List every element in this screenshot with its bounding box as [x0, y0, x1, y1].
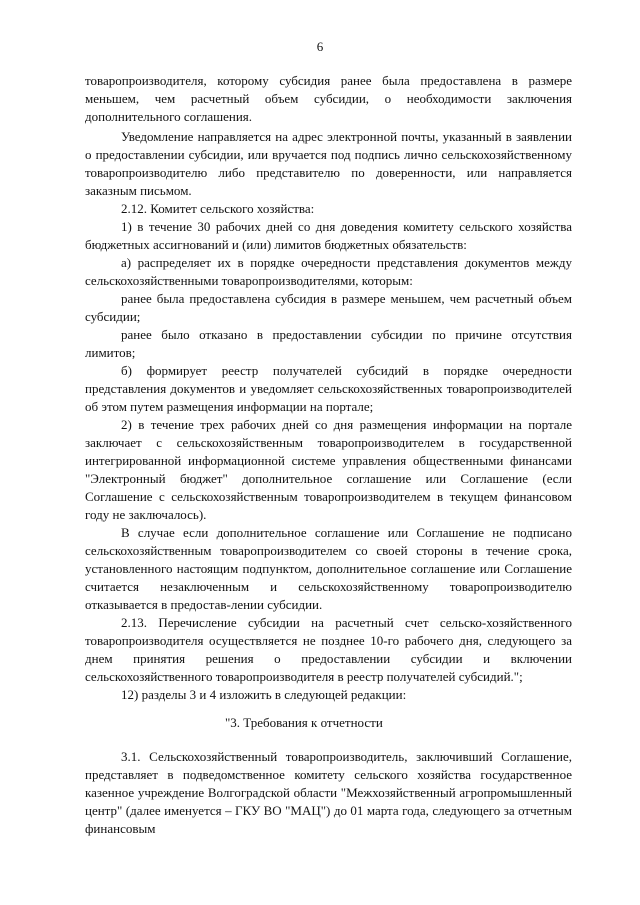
- section-heading: "3. Требования к отчетности: [225, 715, 383, 730]
- document-body: [85, 72, 572, 838]
- paragraph-clause-2-12: 2.12. Комитет сельского хозяйства:: [121, 201, 315, 216]
- paragraph-clause-3-1: 3.1. Сельскохозяйственный товаропроизводитель, заключивший Соглашение, представляет в подведомственное комитету сельского хозяйства государственное казенное учреждение Волгоградской области "Межхозяйственный агропромышленный центр" (далее именуется – ГКУ ВО "МАЦ") до 01 марта года, следующего за отчетным финансовым: [85, 749, 572, 836]
- paragraph-item-12: 12) разделы 3 и 4 изложить в следующей редакции:: [121, 687, 407, 702]
- paragraph-item-1: 1) в течение 30 рабочих дней со дня доведения комитету сельского хозяйства бюджетных ассигнований и (или) лимитов бюджетных обязательств:: [85, 219, 572, 252]
- paragraph-unsigned-agreement: В случае если дополнительное соглашение или Соглашение не подписано сельскохозяйственным товаропроизводителем со своей стороны в течение срока, установленного настоящим подпунктом, дополнительное соглашение или Соглашение считается незаключенным и сельскохозяйственному товаропроизводителю отказывается в предостав-лении субсидии.: [85, 525, 572, 612]
- paragraph-item-a: а) распределяет их в порядке очередности представления документов между сельскохозяйственными товаропроизводителями, которым:: [85, 255, 572, 288]
- paragraph-notification: Уведомление направляется на адрес электронной почты, указанный в заявлении о предоставлении субсидии, или вручается под подпись лично сельскохозяйственному товаропроизводителю либо представителю по доверенности, или направляется заказным письмом.: [85, 129, 572, 198]
- paragraph-item-2: 2) в течение трех рабочих дней со дня размещения информации на портале заключает с сельскохозяйственным товаропроизводителем в государственной интегрированной информационной системе управления общественными финансами "Электронный бюджет" дополнительное соглашение или Соглашение (если Соглашение с сельскохозяйственным товаропроизводителем в текущем финансовом году не заключалось).: [85, 417, 572, 522]
- paragraph-continuation: товаропроизводителя, которому субсидия ранее была предоставлена в размере меньшем, чем расчетный объем субсидии, о необходимости заключения дополнительного соглашения.: [85, 73, 572, 124]
- paragraph-previously-granted: ранее была предоставлена субсидия в размере меньшем, чем расчетный объем субсидии;: [85, 291, 572, 324]
- paragraph-clause-2-13: 2.13. Перечисление субсидии на расчетный счет сельско-хозяйственного товаропроизводителя осуществляется не позднее 10-го рабочего дня, следующего за днем принятия решения о предоставлении субсидии и включении сельскохозяйственного товаропроизводителя в реестр получателей субсидий.";: [85, 615, 572, 684]
- paragraph-item-b: б) формирует реестр получателей субсидий в порядке очередности представления документов и уведомляет сельскохозяйственных товаропроизводителей об этом путем размещения информации на портале;: [85, 363, 572, 414]
- paragraph-previously-refused: ранее было отказано в предоставлении субсидии по причине отсутствия лимитов;: [85, 327, 572, 360]
- page-number: 6: [316, 39, 324, 54]
